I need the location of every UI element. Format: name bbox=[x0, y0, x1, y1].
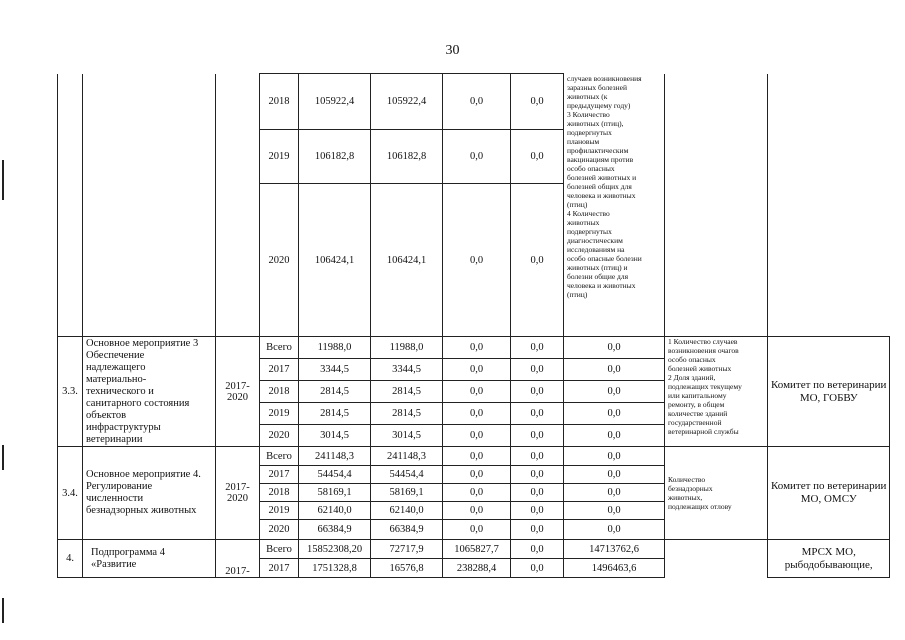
executor-cell bbox=[768, 447, 890, 540]
period-cell bbox=[216, 74, 260, 337]
indicator-line: безнадзорных bbox=[668, 484, 713, 493]
index-cell: 4. bbox=[58, 540, 83, 578]
activity-cell bbox=[83, 540, 216, 578]
total-cell: 105922,4 bbox=[299, 74, 371, 130]
indicator-line: вакцинациям против bbox=[567, 154, 634, 164]
indicator-line: человека и животных bbox=[567, 190, 636, 200]
value-cell: 2814,5 bbox=[371, 403, 443, 425]
period-line: 2017- bbox=[225, 380, 250, 392]
executor-line: МРСХ МО, bbox=[801, 545, 856, 558]
value-cell: 0,0 bbox=[564, 381, 665, 403]
indicator-cell bbox=[665, 540, 768, 578]
index-cell: 3.3. bbox=[58, 337, 83, 447]
table-row bbox=[58, 74, 890, 130]
value-cell: 3014,5 bbox=[371, 425, 443, 447]
year-cell: Всего bbox=[260, 447, 299, 466]
total-cell: 54454,4 bbox=[299, 466, 371, 484]
activity-line: Основное мероприятие 3 bbox=[86, 337, 199, 349]
value-cell: 0,0 bbox=[443, 381, 511, 403]
activity-line: объектов bbox=[86, 409, 127, 421]
indicator-line: 1 Количество случаев bbox=[668, 337, 738, 346]
value-cell: 0,0 bbox=[511, 359, 564, 381]
indicator-line: Количество bbox=[668, 475, 706, 484]
indicator-line: подлежащих отлову bbox=[668, 502, 732, 511]
budget-table bbox=[57, 73, 890, 578]
period-line: 2017- bbox=[225, 566, 250, 577]
indicator-line: возникновения очагов bbox=[668, 346, 739, 355]
value-cell: 0,0 bbox=[511, 74, 564, 130]
value-cell: 0,0 bbox=[511, 130, 564, 184]
year-cell: 2020 bbox=[260, 520, 299, 540]
executor-line: Комитет по ветеринарии bbox=[771, 480, 887, 492]
year-cell: 2019 bbox=[260, 130, 299, 184]
total-cell: 15852308,20 bbox=[299, 540, 371, 559]
value-cell: 0,0 bbox=[564, 466, 665, 484]
indicator-line: подлежащих текущему bbox=[668, 382, 742, 391]
value-cell: 0,0 bbox=[443, 484, 511, 502]
activity-line: «Развитие bbox=[91, 558, 137, 570]
value-cell: 16576,8 bbox=[371, 559, 443, 578]
indicator-line: предыдущему году) bbox=[567, 100, 631, 110]
value-cell: 0,0 bbox=[511, 337, 564, 359]
value-cell: 0,0 bbox=[443, 403, 511, 425]
value-cell: 0,0 bbox=[511, 502, 564, 520]
value-cell: 58169,1 bbox=[371, 484, 443, 502]
activity-line: ветеринарии bbox=[86, 433, 143, 445]
activity-line: безнадзорных животных bbox=[86, 505, 197, 516]
year-cell: Всего bbox=[260, 337, 299, 359]
indicator-line: 3 Количество bbox=[567, 109, 610, 119]
executor-cell bbox=[768, 337, 890, 447]
period-cell bbox=[216, 447, 260, 540]
activity-cell bbox=[83, 337, 216, 447]
activity-line: Основное мероприятие 4. bbox=[86, 469, 201, 480]
indicator-line: 2 Доля зданий, bbox=[668, 373, 716, 382]
value-cell: 0,0 bbox=[443, 502, 511, 520]
indicator-line: диагностическим bbox=[567, 235, 623, 245]
indicator-line: профилактическим bbox=[567, 145, 629, 155]
total-cell: 2814,5 bbox=[299, 403, 371, 425]
indicator-line: (птиц) bbox=[567, 289, 588, 299]
total-cell: 3344,5 bbox=[299, 359, 371, 381]
year-cell: 2017 bbox=[260, 359, 299, 381]
value-cell: 0,0 bbox=[511, 540, 564, 559]
value-cell: 0,0 bbox=[564, 425, 665, 447]
index-cell bbox=[58, 74, 83, 337]
year-cell: 2017 bbox=[260, 559, 299, 578]
value-cell: 0,0 bbox=[443, 359, 511, 381]
activity-line: инфраструктуры bbox=[86, 421, 161, 433]
value-cell: 0,0 bbox=[443, 425, 511, 447]
value-cell: 0,0 bbox=[443, 74, 511, 130]
page-number: 30 bbox=[445, 43, 460, 58]
activity-line: санитарного состояния bbox=[86, 397, 190, 409]
value-cell: 0,0 bbox=[511, 403, 564, 425]
value-cell: 0,0 bbox=[564, 520, 665, 540]
value-cell: 1496463,6 bbox=[564, 559, 665, 578]
value-cell: 0,0 bbox=[511, 447, 564, 466]
value-cell: 0,0 bbox=[511, 520, 564, 540]
value-cell: 3344,5 bbox=[371, 359, 443, 381]
value-cell: 105922,4 bbox=[371, 74, 443, 130]
table-row bbox=[58, 337, 890, 359]
executor-line: МО, ГОБВУ bbox=[799, 391, 858, 404]
activity-line: Регулирование bbox=[86, 481, 153, 492]
year-cell: 2020 bbox=[260, 184, 299, 337]
value-cell: 66384,9 bbox=[371, 520, 443, 540]
indicator-line: животных bbox=[567, 217, 600, 227]
indicator-line: животных (к bbox=[567, 91, 608, 101]
year-cell: 2018 bbox=[260, 74, 299, 130]
value-cell: 0,0 bbox=[511, 466, 564, 484]
total-cell: 11988,0 bbox=[299, 337, 371, 359]
year-cell: 2019 bbox=[260, 502, 299, 520]
value-cell: 0,0 bbox=[443, 447, 511, 466]
activity-line: численности bbox=[86, 493, 144, 504]
table-row bbox=[58, 540, 890, 559]
value-cell: 0,0 bbox=[443, 520, 511, 540]
executor-cell bbox=[768, 540, 890, 578]
indicator-line: животных (птиц) и bbox=[567, 262, 628, 272]
value-cell: 0,0 bbox=[443, 337, 511, 359]
year-cell: 2019 bbox=[260, 403, 299, 425]
indicator-line: болезней животных и bbox=[567, 172, 637, 182]
total-cell: 66384,9 bbox=[299, 520, 371, 540]
value-cell: 106182,8 bbox=[371, 130, 443, 184]
indicator-line: ветеринарной службы bbox=[668, 427, 739, 436]
indicator-line: количестве зданий bbox=[668, 409, 728, 418]
indicator-line: животных, bbox=[668, 493, 703, 502]
indicator-cell bbox=[564, 74, 665, 337]
period-line: 2017- bbox=[225, 482, 250, 493]
activity-cell bbox=[83, 447, 216, 540]
indicator-line: заразных болезней bbox=[567, 82, 627, 92]
value-cell: 0,0 bbox=[564, 337, 665, 359]
indicator-line: государственной bbox=[668, 418, 722, 427]
activity-line: Подпрограмма 4 bbox=[91, 546, 165, 558]
activity-line: материально- bbox=[86, 373, 147, 385]
value-cell: 0,0 bbox=[511, 484, 564, 502]
year-cell: 2018 bbox=[260, 484, 299, 502]
indicator-line: болезней общих для bbox=[567, 181, 632, 191]
year-cell: Всего bbox=[260, 540, 299, 559]
value-cell: 54454,4 bbox=[371, 466, 443, 484]
indicator-line: случаев возникновения bbox=[567, 73, 642, 83]
value-cell: 0,0 bbox=[564, 359, 665, 381]
value-cell: 11988,0 bbox=[371, 337, 443, 359]
value-cell: 0,0 bbox=[511, 381, 564, 403]
period-cell bbox=[216, 540, 260, 578]
period-cell bbox=[216, 337, 260, 447]
scan-edge-mark bbox=[2, 598, 4, 623]
executor-line: МО, ОМСУ bbox=[800, 493, 857, 505]
value-cell: 0,0 bbox=[511, 425, 564, 447]
value-cell: 238288,4 bbox=[443, 559, 511, 578]
value-cell: 0,0 bbox=[564, 484, 665, 502]
value-cell: 62140,0 bbox=[371, 502, 443, 520]
scan-edge-mark bbox=[2, 445, 4, 470]
indicator-line: (птиц) bbox=[567, 199, 588, 209]
value-cell: 0,0 bbox=[443, 184, 511, 337]
indicator-line: подвергнутых bbox=[567, 226, 612, 236]
indicator-line: или капитальному bbox=[668, 391, 727, 400]
indicator-line: болезней животных bbox=[668, 364, 732, 373]
executor-line: рыбодобывающие, bbox=[784, 558, 873, 571]
value-cell: 14713762,6 bbox=[564, 540, 665, 559]
indicator-line: болезни общие для bbox=[567, 271, 629, 281]
total-cell: 1751328,8 bbox=[299, 559, 371, 578]
value-cell: 0,0 bbox=[443, 130, 511, 184]
value-cell: 0,0 bbox=[511, 184, 564, 337]
total-cell: 3014,5 bbox=[299, 425, 371, 447]
activity-line: Обеспечение bbox=[86, 349, 145, 361]
indicator-line: 4 Количество bbox=[567, 208, 610, 218]
total-cell: 106424,1 bbox=[299, 184, 371, 337]
activity-cell bbox=[83, 74, 216, 337]
indicator-line: особо опасные болезни bbox=[567, 253, 642, 263]
scan-edge-mark bbox=[2, 160, 4, 200]
year-cell: 2020 bbox=[260, 425, 299, 447]
value-cell: 106424,1 bbox=[371, 184, 443, 337]
indicator-line: плановым bbox=[567, 136, 600, 146]
value-cell: 0,0 bbox=[564, 403, 665, 425]
value-cell: 241148,3 bbox=[371, 447, 443, 466]
indicator-line: особо опасных bbox=[567, 163, 615, 173]
activity-line: технического и bbox=[86, 385, 154, 397]
index-cell: 3.4. bbox=[58, 447, 83, 540]
activity-line: надлежащего bbox=[86, 361, 146, 373]
total-cell: 2814,5 bbox=[299, 381, 371, 403]
total-cell: 58169,1 bbox=[299, 484, 371, 502]
executor-cell bbox=[665, 74, 768, 337]
value-cell: 2814,5 bbox=[371, 381, 443, 403]
indicator-cell bbox=[665, 447, 768, 540]
indicator-line: особо опасных bbox=[668, 355, 716, 364]
indicator-line: исследованиям на bbox=[567, 244, 625, 254]
value-cell: 0,0 bbox=[564, 447, 665, 466]
value-cell: 0,0 bbox=[511, 559, 564, 578]
total-cell: 106182,8 bbox=[299, 130, 371, 184]
value-cell: 0,0 bbox=[564, 502, 665, 520]
year-cell: 2018 bbox=[260, 381, 299, 403]
year-cell: 2017 bbox=[260, 466, 299, 484]
value-cell: 0,0 bbox=[443, 466, 511, 484]
indicator-line: ремонту, в общем bbox=[668, 400, 725, 409]
indicator-line: животных (птиц), bbox=[567, 118, 624, 128]
period-line: 2020 bbox=[227, 493, 248, 504]
value-cell: 72717,9 bbox=[371, 540, 443, 559]
total-cell: 62140,0 bbox=[299, 502, 371, 520]
indicator-line: подвергнутых bbox=[567, 127, 612, 137]
period-line: 2020 bbox=[227, 391, 248, 403]
table-row bbox=[58, 447, 890, 466]
total-cell: 241148,3 bbox=[299, 447, 371, 466]
value-cell: 1065827,7 bbox=[443, 540, 511, 559]
executor-line: Комитет по ветеринарии bbox=[771, 378, 887, 391]
indicator-line: человека и животных bbox=[567, 280, 636, 290]
indicator-cell bbox=[665, 337, 768, 447]
